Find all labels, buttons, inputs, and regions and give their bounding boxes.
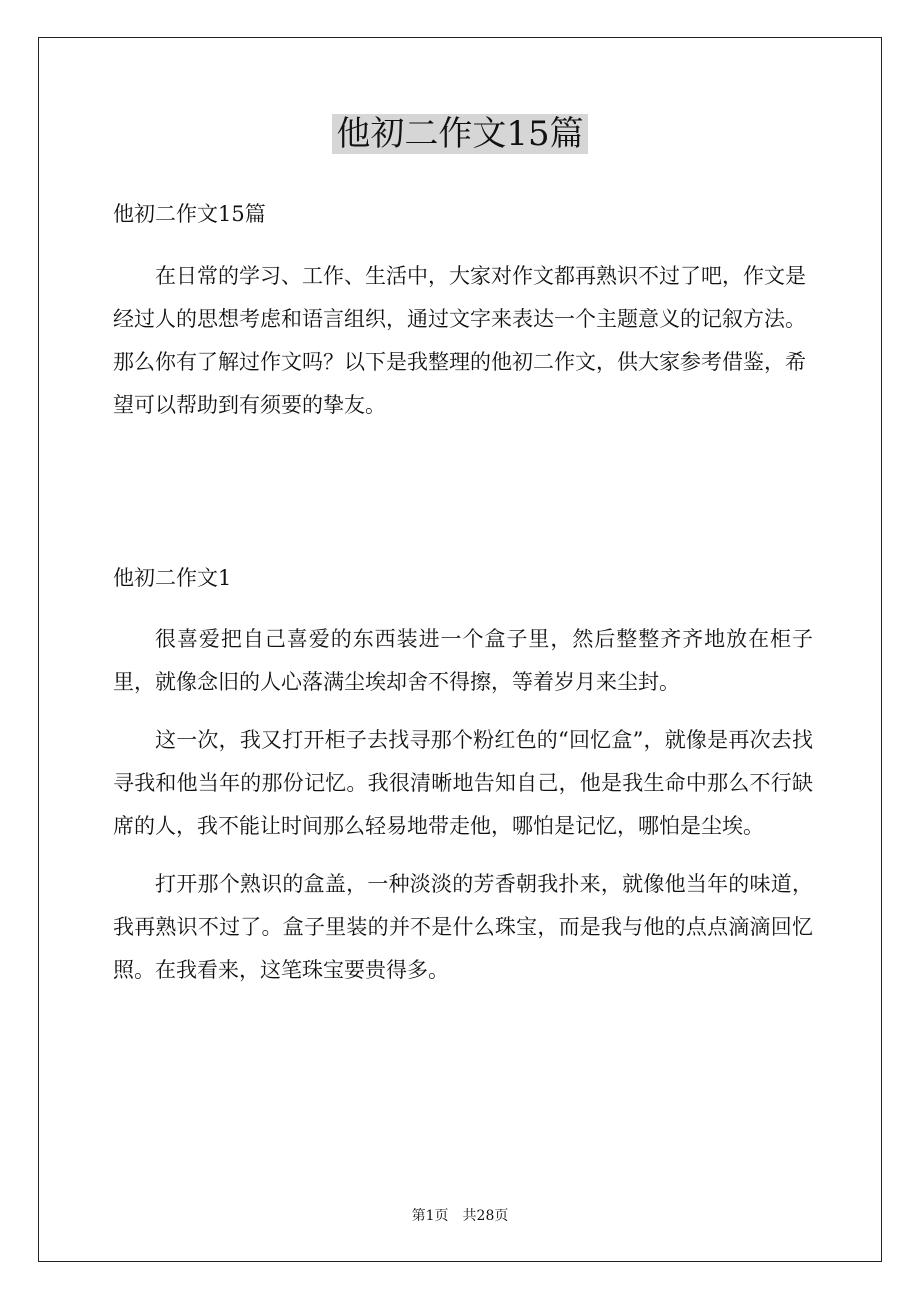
body-paragraph-2: 这一次，我又打开柜子去找寻那个粉红色的“回忆盒”，就像是再次去找寻我和他当年的那份记忆。我很清晰地告知自己，他是我生命中那么不行缺席的人，我不能让时间那么轻易地带走他，哪怕是记忆，哪怕是尘埃。 [113,728,813,838]
intro-paragraph: 在日常的学习、工作、生活中，大家对作文都再熟识不过了吧，作文是经过人的思想考虑和语言组织，通过文字来表达一个主题意义的记叙方法。那么你有了解过作文吗？以下是我整理的他初二作文，供大家参考借鉴，希望可以帮助到有须要的挚友。 [113,264,806,417]
page-footer [0,1206,920,1226]
body-paragraph-3: 打开那个熟识的盒盖，一种淡淡的芳香朝我扑来，就像他当年的味道，我再熟识不过了。盒子里装的并不是什么珠宝，而是我与他的点点滴滴回忆照。在我看来，这笔珠宝要贵得多。 [113,872,813,982]
document-subtitle: 他初二作文15篇 [113,202,266,226]
section-heading: 他初二作文1 [113,566,232,590]
page-number: 第1页 [411,1208,449,1224]
body-paragraph-1: 很喜爱把自己喜爱的东西装进一个盒子里，然后整整齐齐地放在柜子里，就像念旧的人心落满尘埃却舍不得擦，等着岁月来尘封。 [113,627,813,694]
document-title-text: 他初二作文15篇 [332,114,587,154]
total-pages: 共28页 [462,1208,509,1224]
document-title [0,112,920,156]
essay-body [113,618,813,1007]
